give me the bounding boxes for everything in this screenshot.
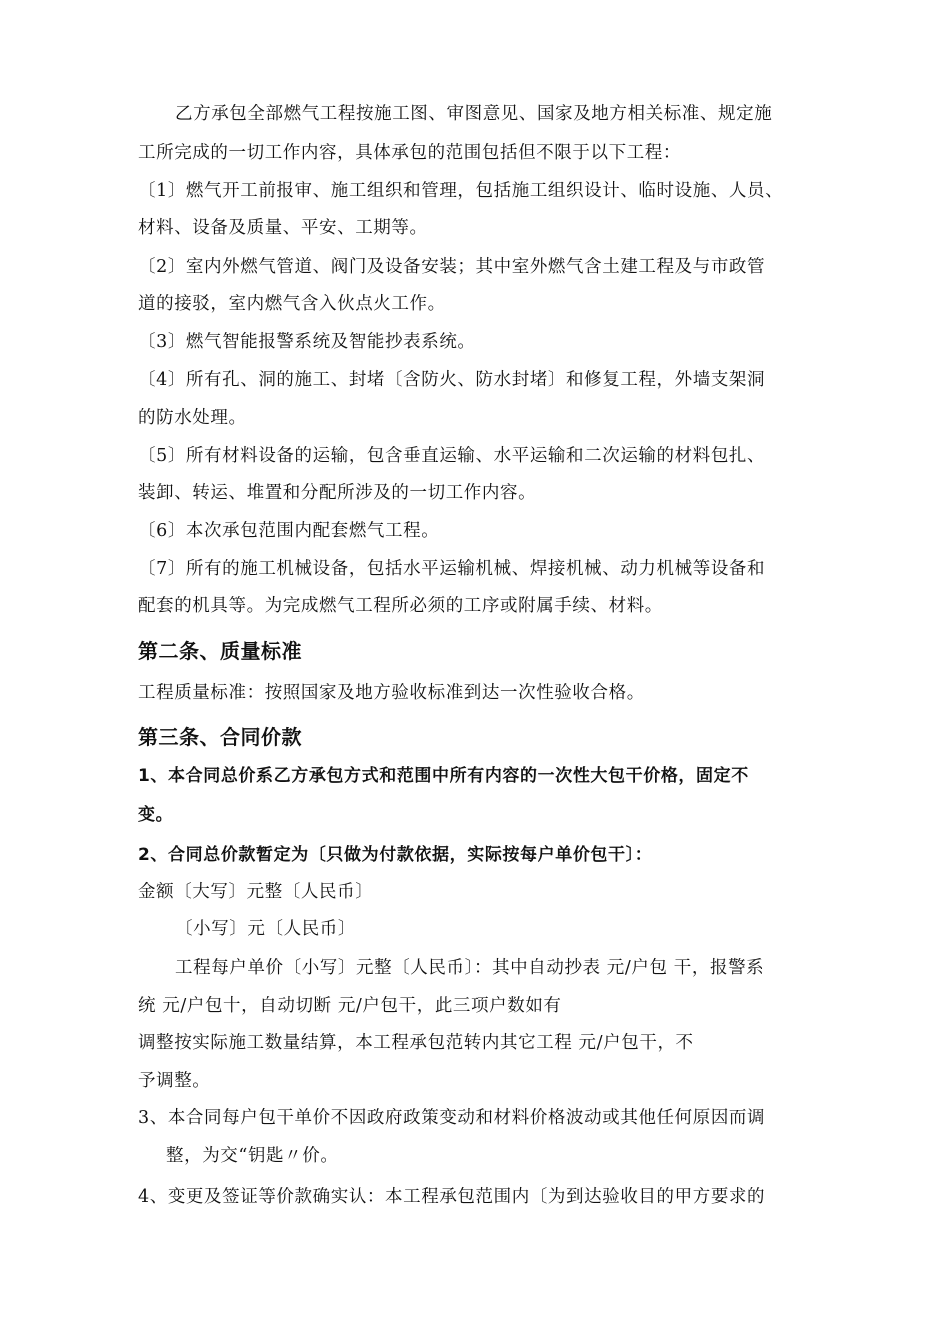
scope-item-5-line-2: 装卸、转运、堆置和分配所涉及的一切工作内容。 <box>138 483 537 503</box>
article-3-p3-line-2: 整，为交“钥匙〃价。 <box>166 1146 339 1166</box>
article-3-heading: 第三条、合同价款 <box>138 725 302 749</box>
scope-item-3: 〔3〕燃气智能报警系统及智能抄表系统。 <box>138 332 476 352</box>
article-3-p1-line-2: 变。 <box>138 805 174 825</box>
scope-item-2-line-2: 道的接驳，室内燃气含入伙点火工作。 <box>138 294 446 314</box>
scope-intro-line-2: 工所完成的一切工作内容，具体承包的范围包括但不限于以下工程： <box>138 143 681 163</box>
scope-item-7-line-2: 配套的机具等。为完成燃气工程所必须的工序或附属手续、材料。 <box>138 596 663 616</box>
unit-price-line-3: 调整按实际施工数量结算，本工程承包范转内其它工程 元/户包干，不 <box>138 1033 694 1053</box>
unit-price-line-1: 工程每户单价〔小写〕元整〔人民币〕：其中自动抄表 元/户包 干，报警系 <box>175 958 765 978</box>
article-2-heading: 第二条、质量标准 <box>138 639 302 663</box>
article-3-p4: 4、变更及签证等价款确实认：本工程承包范围内〔为到达验收目的甲方要求的 <box>138 1187 766 1207</box>
amount-upper: 金额〔大写〕元整〔人民币〕 <box>138 882 374 902</box>
scope-item-1-line-2: 材料、设备及质量、平安、工期等。 <box>138 218 428 238</box>
article-2-text: 工程质量标准：按照国家及地方验收标准到达一次性验收合格。 <box>138 683 645 703</box>
unit-price-line-4: 予调整。 <box>138 1071 211 1091</box>
scope-item-1-line-1: 〔1〕燃气开工前报审、施工组织和管理，包括施工组织设计、临时设施、人员、 <box>138 181 784 201</box>
article-3-p2: 2、合同总价款暂定为〔只做为付款依据，实际按每户单价包干〕： <box>138 845 653 865</box>
scope-intro-line-1: 乙方承包全部燃气工程按施工图、审图意见、国家及地方相关标准、规定施 <box>175 104 773 124</box>
scope-item-4-line-1: 〔4〕所有孔、洞的施工、封堵〔含防火、防水封堵〕和修复工程，外墙支架洞 <box>138 370 766 390</box>
scope-item-7-line-1: 〔7〕所有的施工机械设备，包括水平运输机械、焊接机械、动力机械等设备和 <box>138 559 766 579</box>
scope-item-5-line-1: 〔5〕所有材料设备的运输，包含垂直运输、水平运输和二次运输的材料包扎、 <box>138 446 766 466</box>
scope-item-4-line-2: 的防水处理。 <box>138 408 247 428</box>
article-3-p1-line-1: 1、本合同总价系乙方承包方式和范围中所有内容的一次性大包干价格，固定不 <box>138 766 749 786</box>
amount-lower: 〔小写〕元〔人民币〕 <box>175 919 356 939</box>
unit-price-line-2: 统 元/户包十，自动切断 元/户包干，此三项户数如有 <box>138 996 562 1016</box>
scope-item-6: 〔6〕本次承包范围内配套燃气工程。 <box>138 521 440 541</box>
scope-item-2-line-1: 〔2〕室内外燃气管道、阀门及设备安装；其中室外燃气含土建工程及与市政管 <box>138 257 766 277</box>
article-3-p3-line-1: 3、本合同每户包干单价不因政府政策变动和材料价格波动或其他任何原因而调 <box>138 1108 766 1128</box>
